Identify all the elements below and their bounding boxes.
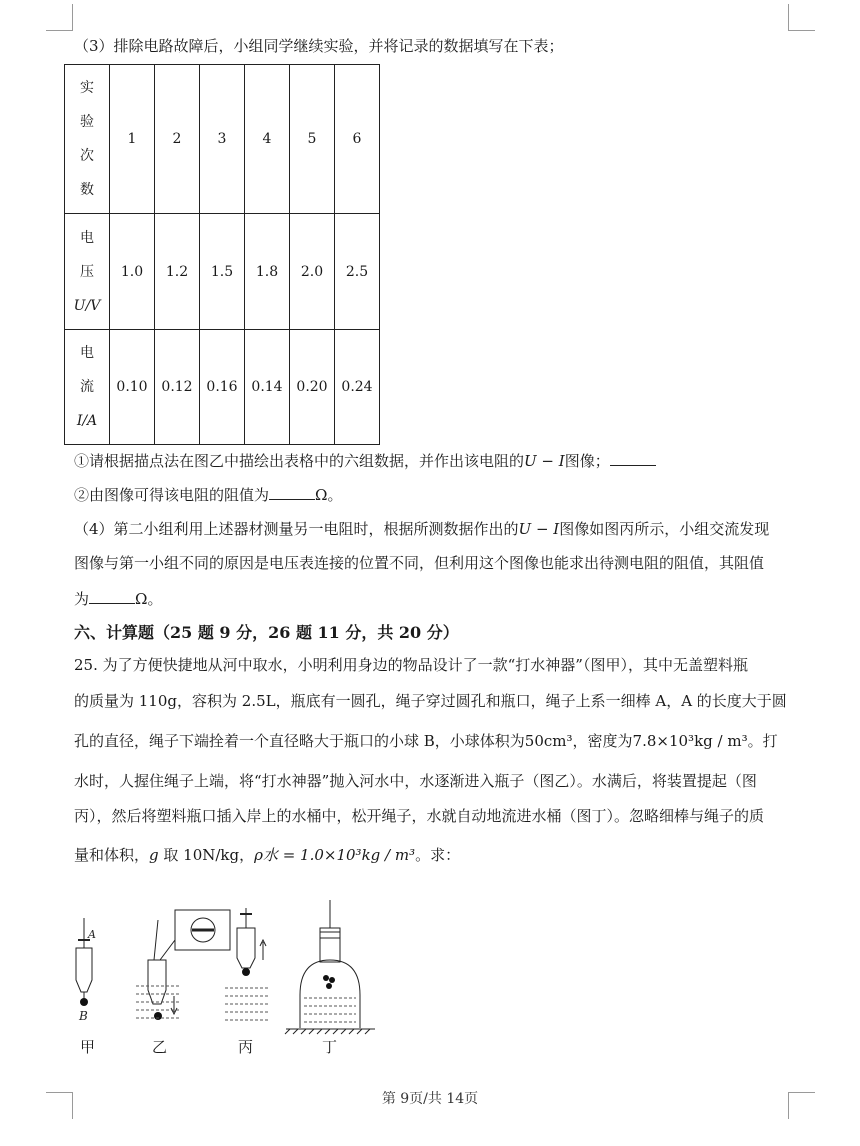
header-char: 实 [80,80,94,96]
p25-text: 量和体积， [74,846,150,864]
q4-text: 为 [74,590,90,608]
caption-bing: 丙 [238,1038,254,1056]
figure-jia [76,918,96,1023]
p25-line3 [74,731,778,751]
table-cell: 0.20 [290,330,335,445]
header-char: 电 [80,345,94,361]
p25-line5: 丙），然后将塑料瓶口插入岸上的水桶中，松开绳子，水就自动地流进水桶（图丁）。忽略细棒与绳子的质 [74,807,765,825]
volume-value: 50cm³ [524,732,573,750]
q4-text: （4）第二小组利用上述器材测量另一电阻时，根据所测数据作出的 [74,520,519,538]
header-char: 次 [80,148,94,164]
p25-text: ，密度为 [572,732,633,750]
caption-ding: 丁 [322,1038,338,1056]
q4-line1 [74,519,769,539]
q3-sub1-text: ①请根据描点法在图乙中描绘出表格中的六组数据，并作出该电阻的 [74,452,525,470]
figure-bing [225,908,270,1020]
answer-blank[interactable] [89,589,135,604]
water-device-figure [70,900,390,1060]
label-b: B [79,1009,88,1023]
g-symbol: g [149,846,159,864]
table-cell: 1.8 [245,214,290,330]
q3-sub2-text: ②由图像可得该电阻的阻值为 [74,486,270,504]
caption-yi: 乙 [152,1038,168,1056]
header-char: 压 [80,263,94,280]
q4-line2: 图像与第一小组不同的原因是电压表连接的位置不同，但利用这个图像也能求出待测电阻的阻值，其阻值 [74,554,765,572]
row-header-current [65,330,110,445]
section-heading: 六、计算题（25 题 9 分，26 题 11 分，共 20 分） [74,623,459,642]
answer-blank[interactable] [269,485,315,500]
data-table [64,64,380,445]
p25-line4: 水时，人握住绳子上端，将“打水神器”抛入河水中，水逐渐进入瓶子（图乙）。水满后，将装置提起（图 [74,772,757,790]
label-a: A [88,928,96,941]
header-char: 电 [80,229,94,246]
p25-text: 。求： [415,846,461,864]
table-cell: 1 [110,65,155,214]
q4-line3 [74,589,162,609]
header-char: 数 [80,182,94,198]
crop-mark-top-left [46,4,73,31]
row-header-trials [65,65,110,214]
table-cell: 4 [245,65,290,214]
table-cell: 0.10 [110,330,155,445]
ui-symbol: U − I [524,452,565,470]
table-cell: 3 [200,65,245,214]
ui-symbol: U − I [518,520,560,538]
header-char: 流 [80,379,94,395]
q4-text: Ω。 [135,590,163,608]
figure-ding [285,900,375,1034]
p25-line1: 25. 为了方便快捷地从河中取水，小明利用身边的物品设计了一款“打水神器”（图甲），其中无盖塑料瓶 [74,656,748,674]
answer-blank[interactable] [610,451,656,466]
table-cell: 0.12 [155,330,200,445]
table-cell: 1.5 [200,214,245,330]
header-unit: U/V [73,297,101,314]
q3-sub1-suffix: 图像； [564,452,610,470]
row-header-voltage [65,214,110,330]
table-cell: 6 [335,65,380,214]
table-cell: 2.5 [335,214,380,330]
density-value: 7.8×10³kg / m³ [632,732,748,750]
table-row-current [65,330,380,445]
table-cell: 0.16 [200,330,245,445]
water-density: ρ水 = 1.0×10³kg / m³ [254,846,416,864]
p25-line6 [74,845,460,865]
table-cell: 1.0 [110,214,155,330]
caption-jia: 甲 [80,1038,96,1056]
table-cell: 0.24 [335,330,380,445]
table-cell: 5 [290,65,335,214]
figure-yi [136,910,230,1020]
p25-text: 。打 [747,732,778,750]
q3-sub2 [74,485,342,505]
page-footer: 第 9页/共 14页 [381,1091,479,1107]
table-cell: 2.0 [290,214,335,330]
p25-text: 孔的直径，绳子下端拴着一个直径略大于瓶口的小球 B，小球体积为 [74,732,525,750]
q3-sub1 [74,451,656,471]
table-row-voltage [65,214,380,330]
table-cell: 0.14 [245,330,290,445]
table-row-trials [65,65,380,214]
p25-text: 取 10N/kg， [158,846,255,864]
header-unit: I/A [76,413,98,429]
table-cell: 2 [155,65,200,214]
q3-sub2-suffix: Ω。 [315,486,343,504]
crop-mark-top-right [788,4,815,31]
p25-line2: 的质量为 110g，容积为 2.5L，瓶底有一圆孔，绳子穿过圆孔和瓶口，绳子上系一细棒 A，A 的长度大于圆 [74,692,787,710]
q4-text: 图像如图丙所示，小组交流发现 [559,520,770,538]
header-char: 验 [80,114,94,130]
table-cell: 1.2 [155,214,200,330]
q3-intro: （3）排除电路故障后，小组同学继续实验，并将记录的数据填写在下表； [74,37,564,55]
